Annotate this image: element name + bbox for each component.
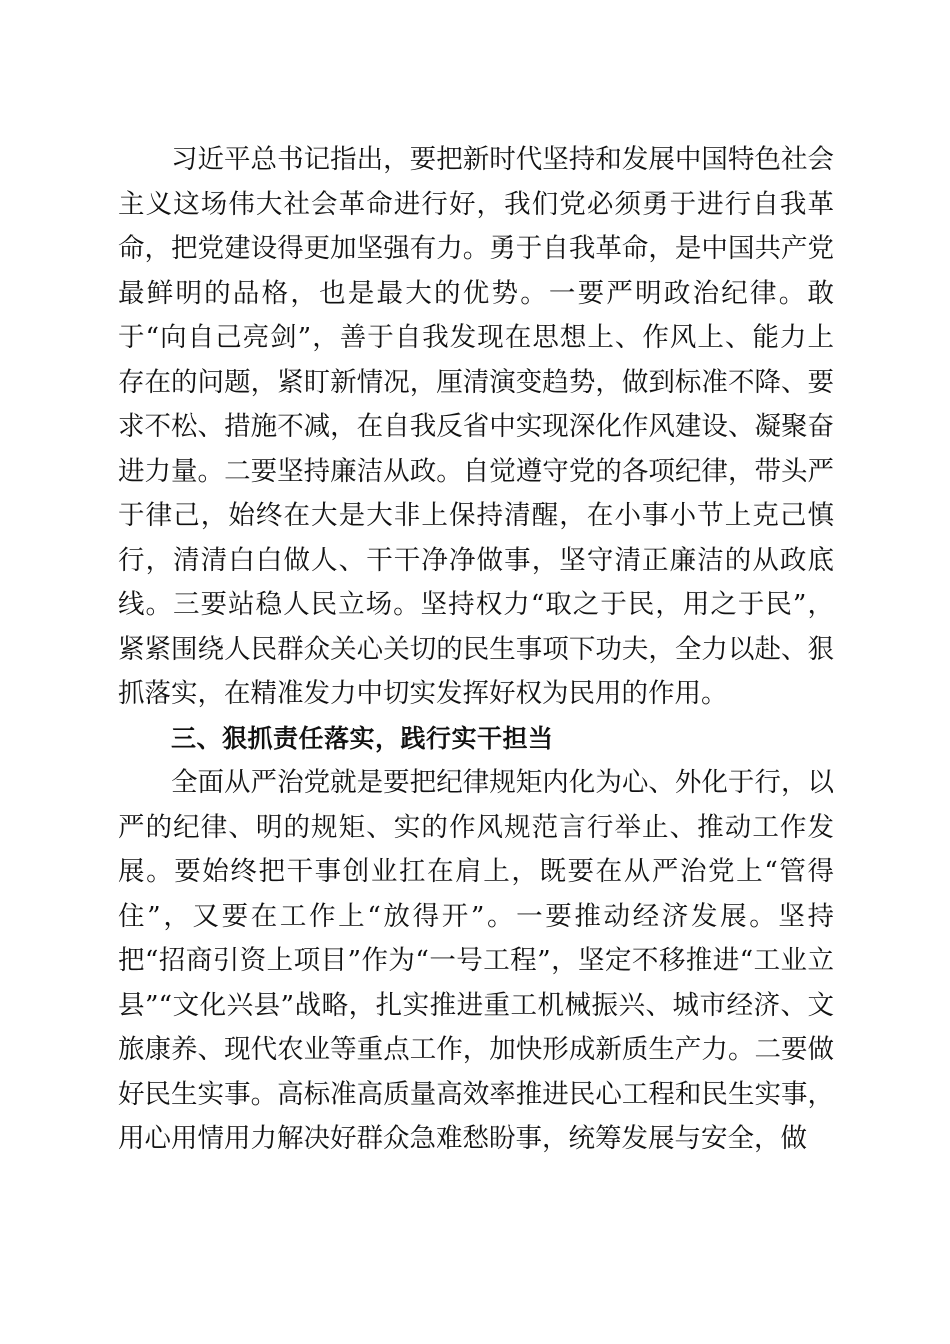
document-body (118, 138, 834, 1162)
body-paragraph-self-revolution: 习近平总书记指出，要把新时代坚持和发展中国特色社会主义这场伟大社会革命进行好，我们党必须勇于进行自我革命，把党建设得更加坚强有力。勇于自我革命，是中国共产党最鲜明的品格，也是最大的优势。一要严明政治纪律。敢于“向自己亮剑”，善于自我发现在思想上、作风上、能力上存在的问题，紧盯新情况，厘清演变趋势，做到标准不降、要求不松、措施不减，在自我反省中实现深化作风建设、凝聚奋进力量。二要坚持廉洁从政。自觉遵守党的各项纪律，带头严于律己，始终在大是大非上保持清醒，在小事小节上克己慎行，清清白白做人、干干净净做事，坚守清正廉洁的从政底线。三要站稳人民立场。坚持权力“取之于民，用之于民”，紧紧围绕人民群众关心关切的民生事项下功夫，全力以赴、狠抓落实，在精准发力中切实发挥好权为民用的作用。 (118, 144, 834, 709)
body-paragraph-responsibility: 全面从严治党就是要把纪律规矩内化为心、外化于行，以严的纪律、明的规矩、实的作风规范言行举止、推动工作发展。要始终把干事创业扛在肩上，既要在从严治党上“管得住”，又要在工作上“放得开”。一要推动经济发展。坚持把“招商引资上项目”作为“一号工程”，坚定不移推进“工业立县”“文化兴县”战略，扎实推进重工机械振兴、城市经济、文旅康养、现代农业等重点工作，加快形成新质生产力。二要做好民生实事。高标准高质量高效率推进民心工程和民生实事，用心用情用力解决好群众急难愁盼事，统筹发展与安全，做 (118, 767, 834, 1154)
section-heading-three: 三、狠抓责任落实，践行实干担当 (171, 723, 554, 753)
